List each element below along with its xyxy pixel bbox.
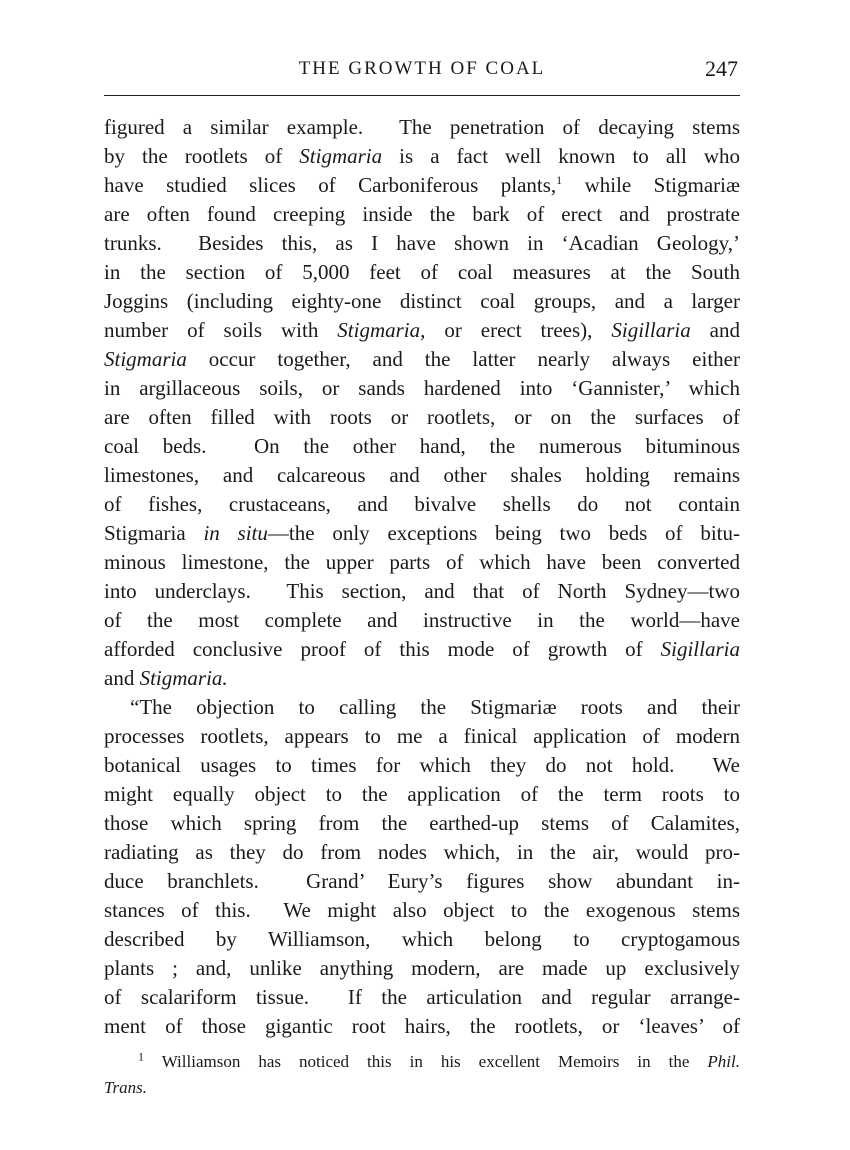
text-line: those which spring from the earthed-up stems of Calamites, [104, 811, 740, 835]
text-line: of scalariform tissue. If the articulation and regular arrange- [104, 985, 740, 1009]
text-line: duce branchlets. Grand’ Eury’s figures show abundant in- [104, 869, 740, 893]
text-line: described by Williamson, which belong to cryptogamous [104, 927, 740, 951]
body-text [104, 113, 740, 1041]
text-line: limestones, and calcareous and other shales holding remains [104, 463, 740, 487]
text-line: are often filled with roots or rootlets, or on the surfaces of [104, 405, 740, 429]
text-line: plants ; and, unlike anything modern, are made up exclusively [104, 956, 740, 980]
text-line: Stigmaria occur together, and the latter nearly always either [104, 347, 740, 371]
text-line: coal beds. On the other hand, the numerous bituminous [104, 434, 740, 458]
text-line: trunks. Besides this, as I have shown in ‘Acadian Geology,’ [104, 231, 740, 255]
footnote-line: Trans. [104, 1078, 147, 1097]
text-line: are often found creeping inside the bark of erect and prostrate [104, 202, 740, 226]
text-line: number of soils with Stigmaria, or erect trees), Sigillaria and [104, 318, 740, 342]
running-title: THE GROWTH OF COAL [298, 58, 546, 79]
text-line: have studied slices of Carboniferous plants,$^1$ while Stigmariæ [104, 173, 741, 197]
text-line: ment of those gigantic root hairs, the rootlets, or ‘leaves’ of [104, 1014, 740, 1038]
footnote-line: $^1$ Williamson has noticed this in his excellent Memoirs in the Phil. [138, 1049, 740, 1071]
text-line: in the section of 5,000 feet of coal measures at the South [104, 260, 740, 284]
text-line: minous limestone, the upper parts of which have been converted [104, 550, 740, 574]
page-number: 247 [705, 56, 738, 81]
text-line: afforded conclusive proof of this mode of growth of Sigillaria [104, 637, 740, 661]
footnote [104, 1049, 740, 1101]
text-line: into underclays. This section, and that of North Sydney—two [104, 579, 740, 603]
text-line: stances of this. We might also object to the exogenous stems [104, 898, 740, 922]
footnote-reference: 1 [556, 173, 563, 187]
text-line: of fishes, crustaceans, and bivalve shells do not contain [104, 492, 740, 516]
text-line: figured a similar example. The penetration of decaying stems [104, 115, 740, 139]
header-rule [104, 95, 740, 96]
text-line: by the rootlets of Stigmaria is a fact well known to all who [104, 144, 741, 168]
text-line: radiating as they do from nodes which, in the air, would pro- [104, 840, 740, 864]
text-line: Stigmaria in situ—the only exceptions being two beds of bitu- [104, 521, 740, 545]
footnote-marker: 1 [138, 1049, 144, 1064]
text-line: of the most complete and instructive in the world—have [104, 608, 740, 632]
text-line: processes rootlets, appears to me a finical application of modern [104, 724, 740, 748]
text-line: “The objection to calling the Stigmariæ roots and their [130, 695, 740, 719]
text-line: in argillaceous soils, or sands hardened into ‘Gannister,’ which [104, 376, 740, 400]
text-line: and Stigmaria. [104, 666, 228, 690]
text-line: botanical usages to times for which they do not hold. We [104, 753, 740, 777]
running-header [104, 50, 740, 90]
text-line: Joggins (including eighty-one distinct coal groups, and a larger [104, 289, 740, 313]
text-line: might equally object to the application of the term roots to [104, 782, 740, 806]
